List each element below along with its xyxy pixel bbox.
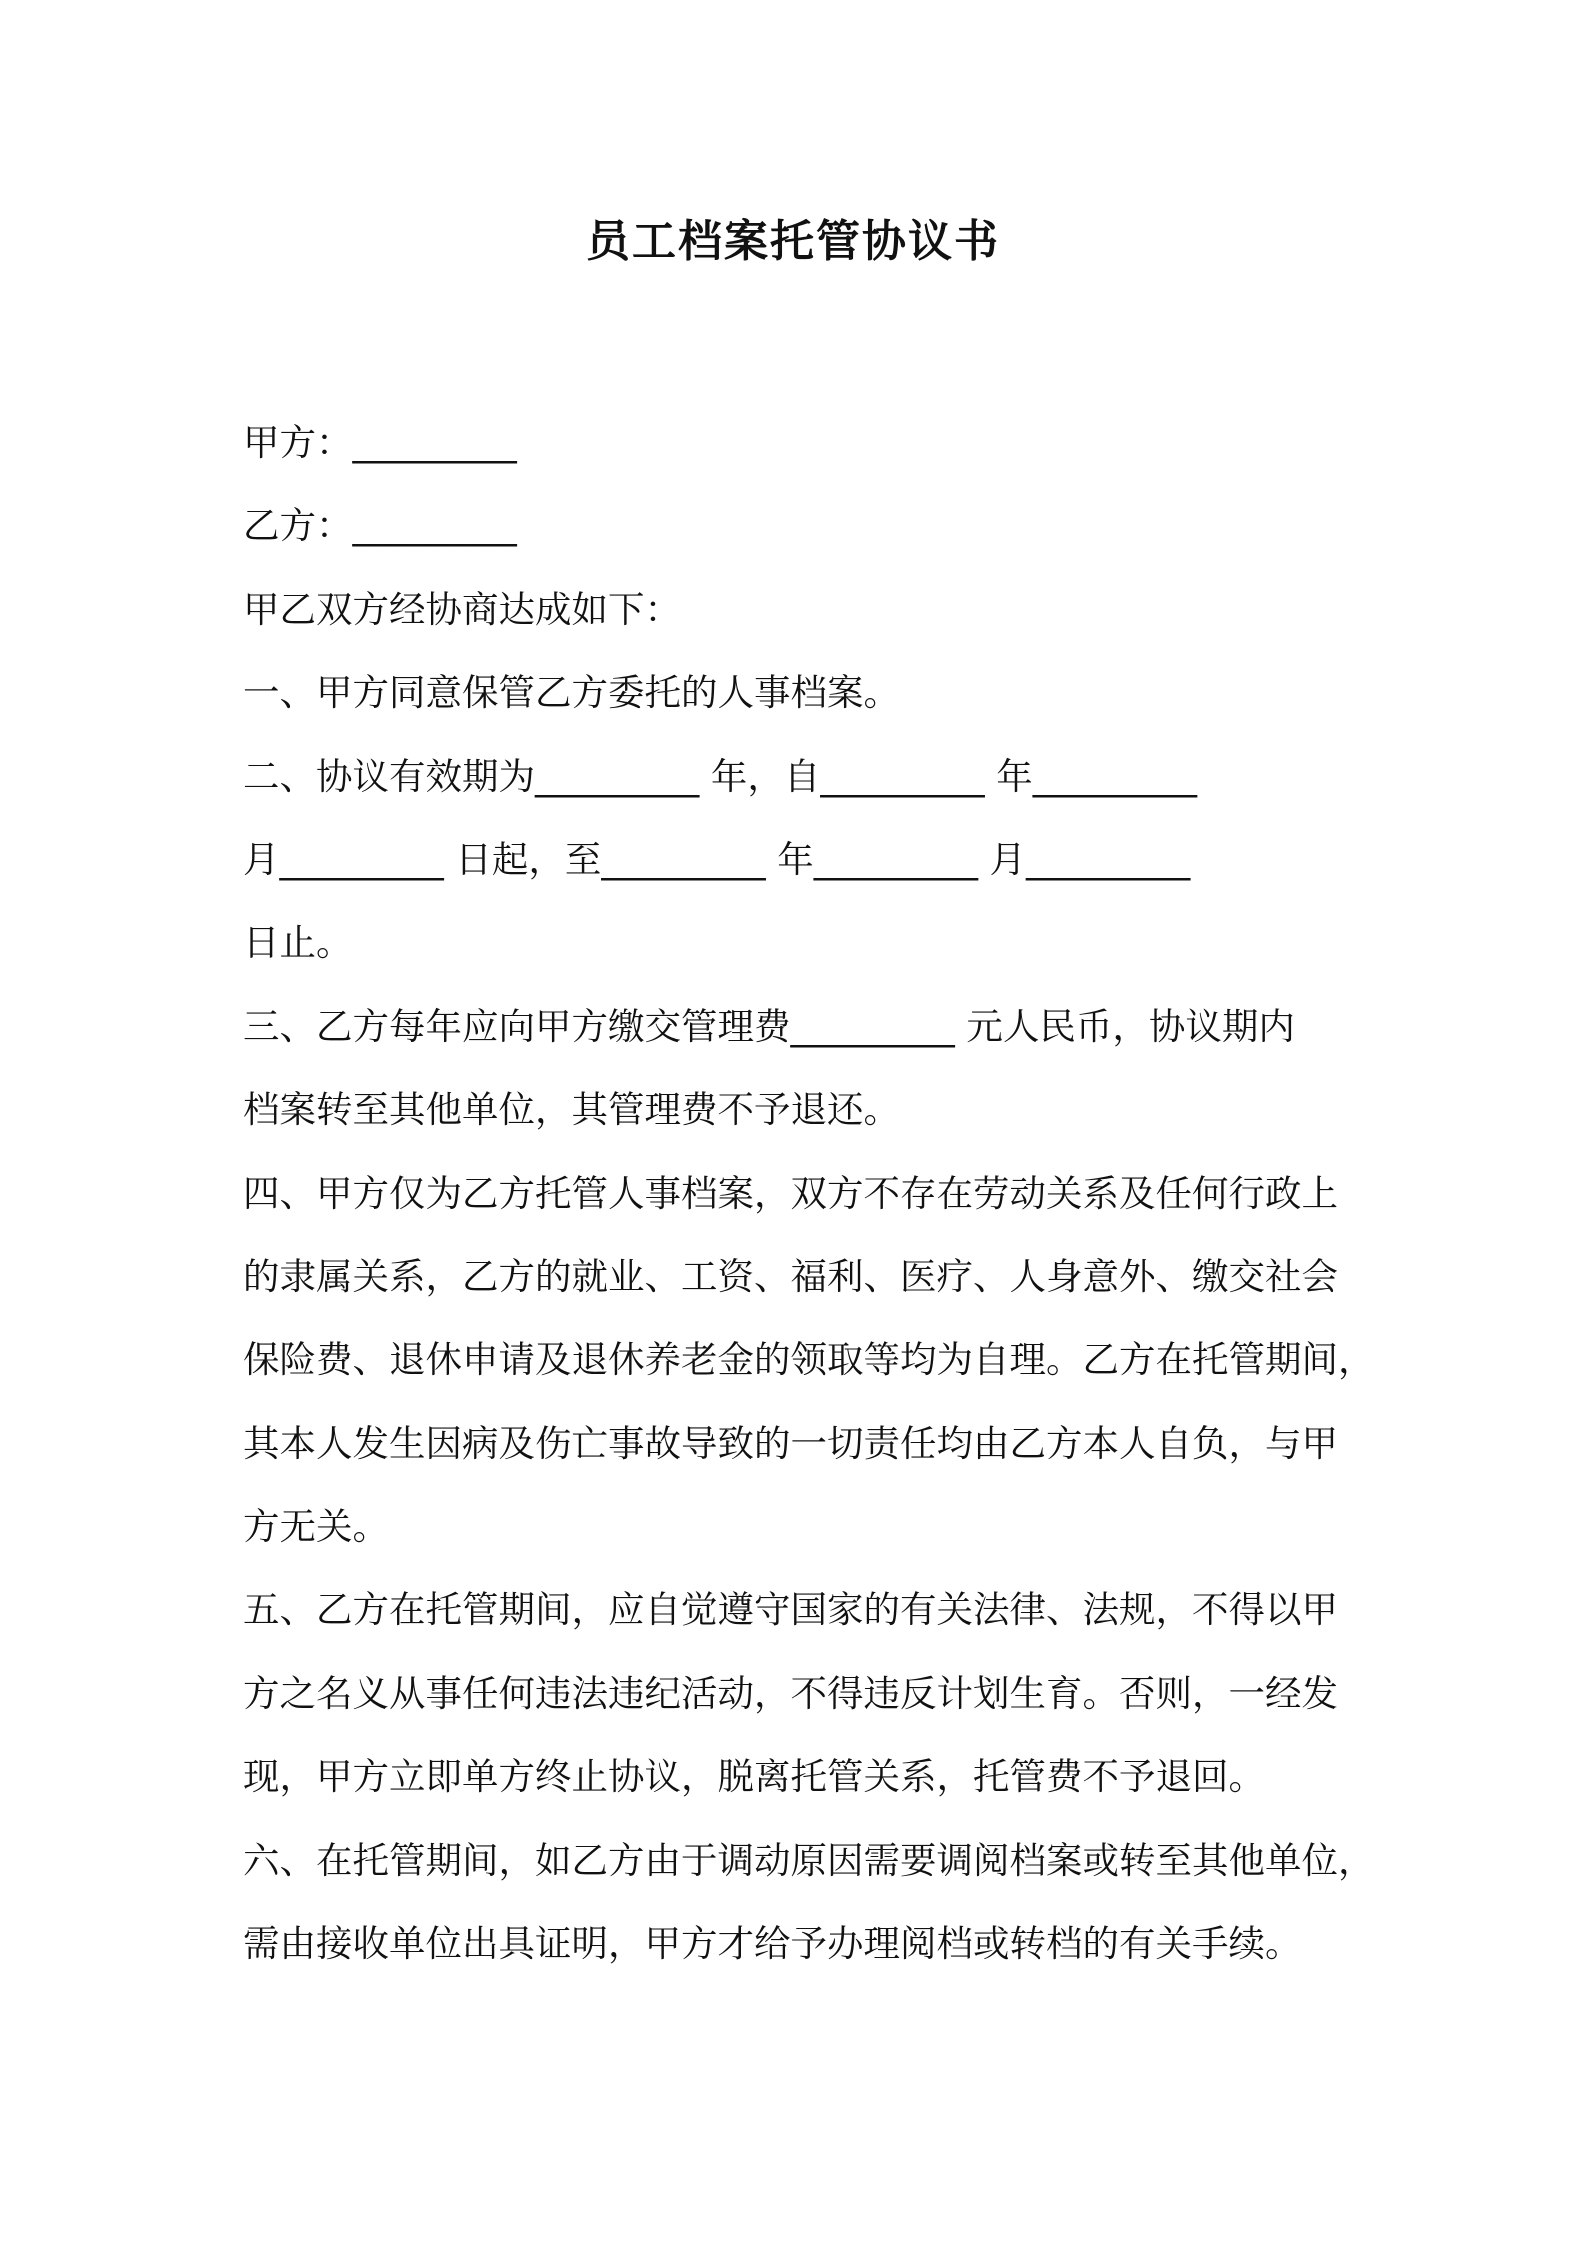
- clause-3-line-1: 三、乙方每年应向甲方缴交管理费_________ 元人民币，协议期内: [243, 1004, 1295, 1048]
- document-body: [243, 401, 1375, 1985]
- clause-4-line-3: 保险费、退休申请及退休养老金的领取等均为自理。乙方在托管期间，: [243, 1338, 1375, 1382]
- clause-3-line-2: 档案转至其他单位，其管理费不予退还。: [243, 1088, 900, 1132]
- document-title: 员工档案托管协议书: [586, 216, 1000, 267]
- clause-2-line-1: 二、协议有效期为_________ 年，自_________ 年_________: [243, 754, 1197, 798]
- clause-4-line-4: 其本人发生因病及伤亡事故导致的一切责任均由乙方本人自负，与甲: [243, 1421, 1338, 1465]
- clause-6-line-1: 六、在托管期间，如乙方由于调动原因需要调阅档案或转至其他单位，: [243, 1838, 1375, 1882]
- clause-4-line-1: 四、甲方仅为乙方托管人事档案，双方不存在劳动关系及任何行政上: [243, 1171, 1338, 1215]
- party-a-line: 甲方：_________: [243, 421, 517, 464]
- clause-2-line-3: 日止。: [243, 921, 353, 965]
- clause-5-line-3: 现，甲方立即单方终止协议，脱离托管关系，托管费不予退回。: [243, 1755, 1265, 1799]
- clause-2-line-2: 月_________ 日起，至_________ 年_________ 月_________: [243, 837, 1191, 881]
- clause-6-line-2: 需由接收单位出具证明，甲方才给予办理阅档或转档的有关手续。: [243, 1922, 1302, 1966]
- agreement-intro-line: 甲乙双方经协商达成如下：: [243, 587, 681, 631]
- clause-4-line-5: 方无关。: [243, 1505, 389, 1549]
- clause-5-line-2: 方之名义从事任何违法违纪活动，不得违反计划生育。否则，一经发: [243, 1671, 1338, 1715]
- party-b-line: 乙方：_________: [243, 504, 517, 548]
- clause-5-line-1: 五、乙方在托管期间，应自觉遵守国家的有关法律、法规，不得以甲: [243, 1588, 1338, 1632]
- clause-1-line-1: 一、甲方同意保管乙方委托的人事档案。: [243, 671, 900, 715]
- clause-4-line-2: 的隶属关系，乙方的就业、工资、福利、医疗、人身意外、缴交社会: [243, 1254, 1338, 1298]
